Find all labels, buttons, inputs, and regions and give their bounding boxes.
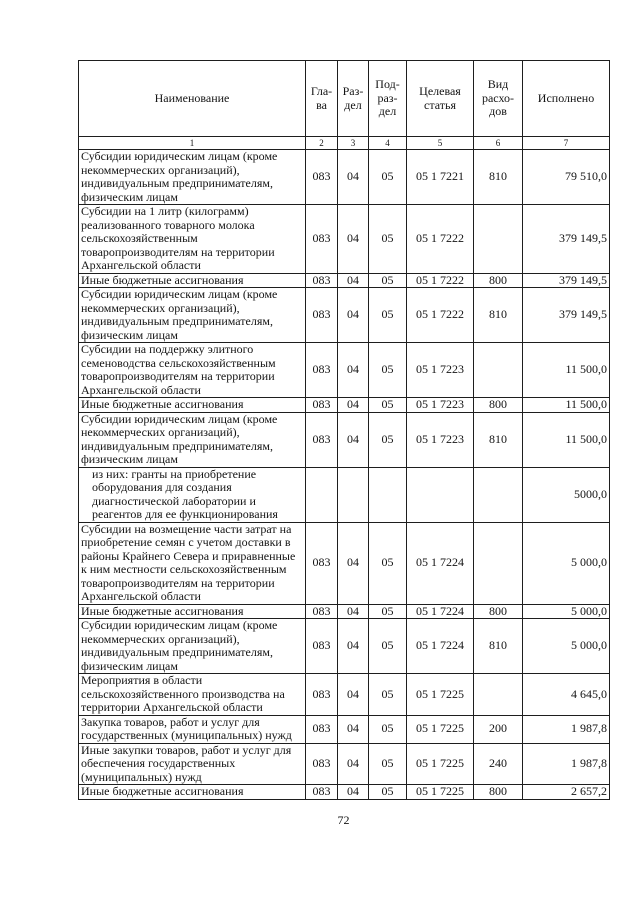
cell-executed: 5 000,0 <box>523 522 610 604</box>
cell-name: Иные бюджетные ассигнования <box>79 785 306 800</box>
cell-section: 04 <box>338 604 369 619</box>
cell-chapter: 083 <box>306 674 338 716</box>
cell-target-article: 05 1 7225 <box>407 674 474 716</box>
cell-expense-type: 200 <box>474 715 523 743</box>
cell-section: 04 <box>338 150 369 205</box>
cell-name: Субсидии на поддержку элитного семеноводства сельскохозяйственным товаропроизводителям на территории Архангельской области <box>79 343 306 398</box>
column-number-row <box>79 137 610 150</box>
table-row <box>79 398 610 413</box>
cell-expense-type: 800 <box>474 398 523 413</box>
cell-subsection: 05 <box>369 412 407 467</box>
cell-target-article: 05 1 7223 <box>407 398 474 413</box>
cell-subsection: 05 <box>369 743 407 785</box>
table-row <box>79 674 610 716</box>
cell-expense-type: 800 <box>474 785 523 800</box>
cell-chapter: 083 <box>306 398 338 413</box>
page-number: 72 <box>337 813 350 827</box>
header-expense-type: Вид расхо- дов <box>474 61 523 137</box>
cell-target-article: 05 1 7224 <box>407 604 474 619</box>
cell-chapter: 083 <box>306 785 338 800</box>
cell-expense-type: 810 <box>474 288 523 343</box>
cell-executed: 1 987,8 <box>523 715 610 743</box>
header-subsection: Под- раз- дел <box>369 61 407 137</box>
cell-subsection: 05 <box>369 343 407 398</box>
cell-name: Мероприятия в области сельскохозяйственного производства на территории Архангельской области <box>79 674 306 716</box>
cell-executed: 379 149,5 <box>523 288 610 343</box>
cell-section: 04 <box>338 205 369 274</box>
cell-chapter: 083 <box>306 412 338 467</box>
cell-chapter: 083 <box>306 522 338 604</box>
column-number: 2 <box>306 137 338 150</box>
cell-expense-type <box>474 343 523 398</box>
cell-name: из них: гранты на приобретение оборудования для создания диагностической лаборатории и реагентов для ее функционирования <box>79 467 306 522</box>
cell-section: 04 <box>338 412 369 467</box>
cell-subsection: 05 <box>369 785 407 800</box>
cell-section: 04 <box>338 619 369 674</box>
cell-chapter <box>306 467 338 522</box>
cell-expense-type: 240 <box>474 743 523 785</box>
cell-chapter: 083 <box>306 205 338 274</box>
cell-target-article: 05 1 7224 <box>407 522 474 604</box>
cell-executed: 5 000,0 <box>523 604 610 619</box>
cell-name: Субсидии юридическим лицам (кроме некоммерческих организаций), индивидуальным предпринимателям, физическим лицам <box>79 150 306 205</box>
cell-subsection: 05 <box>369 398 407 413</box>
cell-name: Субсидии на возмещение части затрат на приобретение семян с учетом доставки в районы Крайнего Севера и приравненные к ним местности сельскохозяйственным товаропроизводителям на территории Архангельской области <box>79 522 306 604</box>
cell-expense-type: 800 <box>474 273 523 288</box>
table-row <box>79 743 610 785</box>
table-row <box>79 150 610 205</box>
cell-executed: 5000,0 <box>523 467 610 522</box>
cell-target-article: 05 1 7222 <box>407 273 474 288</box>
table-row <box>79 715 610 743</box>
cell-target-article: 05 1 7222 <box>407 205 474 274</box>
cell-name: Субсидии на 1 литр (килограмм) реализованного товарного молока сельскохозяйственным товаропроизводителям на территории Архангельской области <box>79 205 306 274</box>
cell-chapter: 083 <box>306 715 338 743</box>
column-number: 7 <box>523 137 610 150</box>
cell-chapter: 083 <box>306 619 338 674</box>
column-number: 4 <box>369 137 407 150</box>
cell-name: Иные бюджетные ассигнования <box>79 273 306 288</box>
cell-target-article: 05 1 7222 <box>407 288 474 343</box>
cell-target-article: 05 1 7221 <box>407 150 474 205</box>
header-target-article: Целевая статья <box>407 61 474 137</box>
cell-section: 04 <box>338 288 369 343</box>
cell-target-article <box>407 467 474 522</box>
cell-section: 04 <box>338 522 369 604</box>
cell-executed: 11 500,0 <box>523 343 610 398</box>
table-header <box>79 61 610 150</box>
header-chapter: Гла- ва <box>306 61 338 137</box>
cell-target-article: 05 1 7225 <box>407 743 474 785</box>
cell-executed: 379 149,5 <box>523 273 610 288</box>
column-number: 3 <box>338 137 369 150</box>
cell-section: 04 <box>338 273 369 288</box>
header-row <box>79 61 610 137</box>
cell-subsection: 05 <box>369 604 407 619</box>
cell-subsection: 05 <box>369 715 407 743</box>
cell-chapter: 083 <box>306 343 338 398</box>
cell-subsection: 05 <box>369 674 407 716</box>
cell-chapter: 083 <box>306 150 338 205</box>
cell-expense-type <box>474 467 523 522</box>
column-number: 5 <box>407 137 474 150</box>
header-executed: Исполнено <box>523 61 610 137</box>
cell-executed: 1 987,8 <box>523 743 610 785</box>
cell-executed: 4 645,0 <box>523 674 610 716</box>
cell-subsection: 05 <box>369 273 407 288</box>
table-row <box>79 522 610 604</box>
cell-section: 04 <box>338 674 369 716</box>
cell-executed: 11 500,0 <box>523 398 610 413</box>
cell-expense-type: 810 <box>474 412 523 467</box>
header-section: Раз- дел <box>338 61 369 137</box>
table-body <box>79 150 610 800</box>
cell-name: Иные бюджетные ассигнования <box>79 398 306 413</box>
header-name: Наименование <box>79 61 306 137</box>
cell-section: 04 <box>338 398 369 413</box>
cell-subsection: 05 <box>369 619 407 674</box>
cell-target-article: 05 1 7225 <box>407 715 474 743</box>
budget-table <box>78 60 610 800</box>
cell-subsection: 05 <box>369 205 407 274</box>
cell-subsection: 05 <box>369 522 407 604</box>
cell-expense-type <box>474 522 523 604</box>
cell-name: Иные закупки товаров, работ и услуг для обеспечения государственных (муниципальных) нужд <box>79 743 306 785</box>
cell-executed: 2 657,2 <box>523 785 610 800</box>
table-row <box>79 343 610 398</box>
cell-target-article: 05 1 7223 <box>407 412 474 467</box>
table-row <box>79 412 610 467</box>
column-number: 6 <box>474 137 523 150</box>
cell-executed: 11 500,0 <box>523 412 610 467</box>
table-row <box>79 288 610 343</box>
cell-target-article: 05 1 7225 <box>407 785 474 800</box>
table-row <box>79 785 610 800</box>
cell-executed: 379 149,5 <box>523 205 610 274</box>
cell-expense-type: 810 <box>474 150 523 205</box>
cell-name: Субсидии юридическим лицам (кроме некоммерческих организаций), индивидуальным предпринимателям, физическим лицам <box>79 619 306 674</box>
cell-section: 04 <box>338 743 369 785</box>
cell-expense-type <box>474 674 523 716</box>
cell-chapter: 083 <box>306 273 338 288</box>
cell-expense-type <box>474 205 523 274</box>
table-row <box>79 273 610 288</box>
cell-name: Иные бюджетные ассигнования <box>79 604 306 619</box>
cell-chapter: 083 <box>306 604 338 619</box>
cell-section <box>338 467 369 522</box>
cell-target-article: 05 1 7224 <box>407 619 474 674</box>
cell-subsection <box>369 467 407 522</box>
cell-section: 04 <box>338 343 369 398</box>
cell-subsection: 05 <box>369 150 407 205</box>
cell-name: Закупка товаров, работ и услуг для государственных (муниципальных) нужд <box>79 715 306 743</box>
cell-executed: 79 510,0 <box>523 150 610 205</box>
cell-section: 04 <box>338 715 369 743</box>
cell-chapter: 083 <box>306 743 338 785</box>
table-row <box>79 604 610 619</box>
cell-section: 04 <box>338 785 369 800</box>
cell-name: Субсидии юридическим лицам (кроме некоммерческих организаций), индивидуальным предпринимателям, физическим лицам <box>79 412 306 467</box>
cell-executed: 5 000,0 <box>523 619 610 674</box>
cell-subsection: 05 <box>369 288 407 343</box>
cell-expense-type: 810 <box>474 619 523 674</box>
table-row <box>79 205 610 274</box>
cell-chapter: 083 <box>306 288 338 343</box>
column-number: 1 <box>79 137 306 150</box>
table-row <box>79 467 610 522</box>
cell-expense-type: 800 <box>474 604 523 619</box>
cell-target-article: 05 1 7223 <box>407 343 474 398</box>
cell-name: Субсидии юридическим лицам (кроме некоммерческих организаций), индивидуальным предпринимателям, физическим лицам <box>79 288 306 343</box>
table-row <box>79 619 610 674</box>
